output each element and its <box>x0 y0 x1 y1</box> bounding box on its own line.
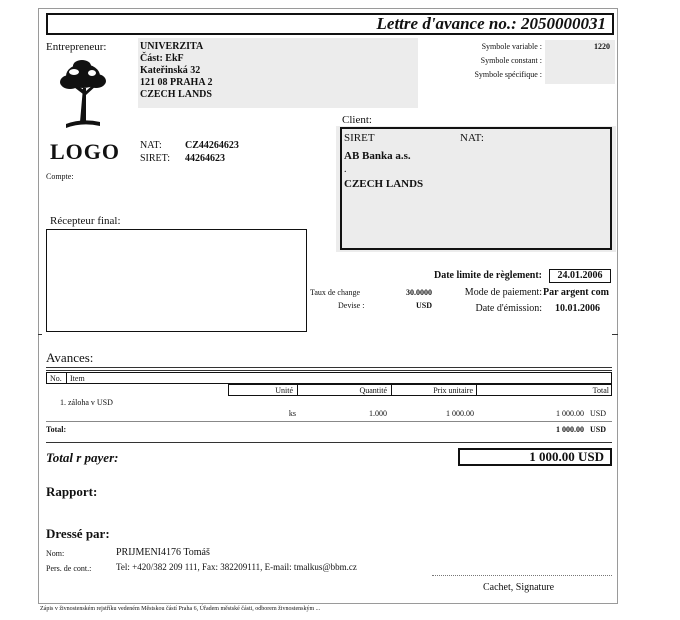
col-unit-header: Unité <box>275 386 293 395</box>
avances-heading: Avances: <box>46 350 94 365</box>
symbol-variable-value: 1220 <box>594 42 610 51</box>
footer-note: Zápis v živnostenském rejstříku vedeném Městskou částí Praha 6, Úřadem městské části, odborem živnostenským ... <box>40 606 321 612</box>
total-currency: USD <box>590 425 607 434</box>
entrepreneur-line: UNIVERZITA <box>140 41 204 52</box>
to-pay-value: 1 000.00 USD <box>458 448 612 466</box>
currency-value: USD <box>415 301 432 310</box>
item-currency: USD <box>590 409 607 418</box>
recepteur-box <box>46 229 307 332</box>
dresse-heading: Dressé par: <box>46 526 110 541</box>
client-country: CZECH LANDS <box>344 178 424 190</box>
total-rule <box>46 421 612 422</box>
recepteur-label: Récepteur final: <box>50 215 121 227</box>
client-label: Client: <box>342 114 372 126</box>
signature-line <box>432 575 612 576</box>
item-total: 1 000.00 <box>556 409 584 418</box>
client-nat-label: NAT: <box>460 132 484 144</box>
signature-label: Cachet, Signature <box>483 582 555 593</box>
contact-value: Tel: +420/382 209 111, Fax: 382209111, E-mail: tmalkus@bbm.cz <box>116 562 357 572</box>
deadline-value: 24.01.2006 <box>549 269 611 283</box>
total-label: Total: <box>46 425 67 434</box>
col-no-header: No. <box>50 374 62 383</box>
symbol-constant-label: Symbole constant : <box>480 56 542 65</box>
compte-label: Compte: <box>46 172 74 181</box>
issue-label: Date d'émission: <box>475 303 542 314</box>
item-name: 1. záloha v USD <box>60 398 113 407</box>
deadline-label: Date limite de règlement: <box>433 270 542 281</box>
nat-label: NAT: <box>140 140 162 151</box>
rapport-label: Rapport: <box>46 484 98 499</box>
client-box <box>340 127 612 250</box>
siret-label: SIRET: <box>140 153 171 164</box>
symbol-variable-label: Symbole variable : <box>481 42 542 51</box>
item-unit: ks <box>288 409 296 418</box>
siret-value: 44264623 <box>185 153 225 164</box>
exchange-rate-label: Taux de change <box>310 288 361 297</box>
to-pay-label: Total r payer: <box>46 450 119 465</box>
col-divider <box>476 385 477 395</box>
avances-header-row-2 <box>228 384 612 396</box>
item-qty: 1.000 <box>369 409 387 418</box>
client-dot: . <box>344 164 347 175</box>
payment-label: Mode de paiement: <box>464 287 542 298</box>
entrepreneur-label: Entrepreneur: <box>46 41 107 53</box>
col-divider <box>66 373 67 383</box>
col-divider <box>297 385 298 395</box>
payment-value: Par argent com <box>543 287 609 298</box>
client-siret-label: SIRET <box>344 132 375 144</box>
client-name: AB Banka a.s. <box>344 150 411 162</box>
item-price: 1 000.00 <box>446 409 474 418</box>
currency-label: Devise : <box>338 301 365 310</box>
nom-label: Nom: <box>46 549 65 558</box>
exchange-rate-value: 30.0000 <box>406 288 432 297</box>
to-pay-rule <box>46 442 612 443</box>
avances-rule <box>46 367 612 368</box>
col-total-header: Total <box>592 386 609 395</box>
col-qty-header: Quantité <box>359 386 387 395</box>
section-divider <box>612 334 618 335</box>
entrepreneur-line: CZECH LANDS <box>140 89 212 100</box>
entrepreneur-line: Část: EkF <box>140 53 184 64</box>
symbol-specific-label: Symbole spécifique : <box>474 70 542 79</box>
col-divider <box>391 385 392 395</box>
tree-logo-icon <box>56 58 108 130</box>
avances-rule <box>46 370 612 371</box>
logo-text: LOGO <box>50 139 121 164</box>
nat-value: CZ44264623 <box>185 140 239 151</box>
section-divider <box>38 334 42 335</box>
issue-value: 10.01.2006 <box>555 303 600 314</box>
entrepreneur-line: 121 08 PRAHA 2 <box>140 77 213 88</box>
document-title: Lettre d'avance no.: 2050000031 <box>46 13 614 35</box>
total-value: 1 000.00 <box>556 425 584 434</box>
nom-value: PRIJMENI4176 Tomáš <box>116 547 210 558</box>
col-item-header: Item <box>70 374 85 383</box>
avances-header-row-1 <box>46 372 612 384</box>
entrepreneur-line: Kateřinská 32 <box>140 65 201 76</box>
contact-label: Pers. de cont.: <box>46 564 92 573</box>
col-price-header: Prix unitaire <box>433 386 473 395</box>
entrepreneur-address <box>140 41 213 101</box>
